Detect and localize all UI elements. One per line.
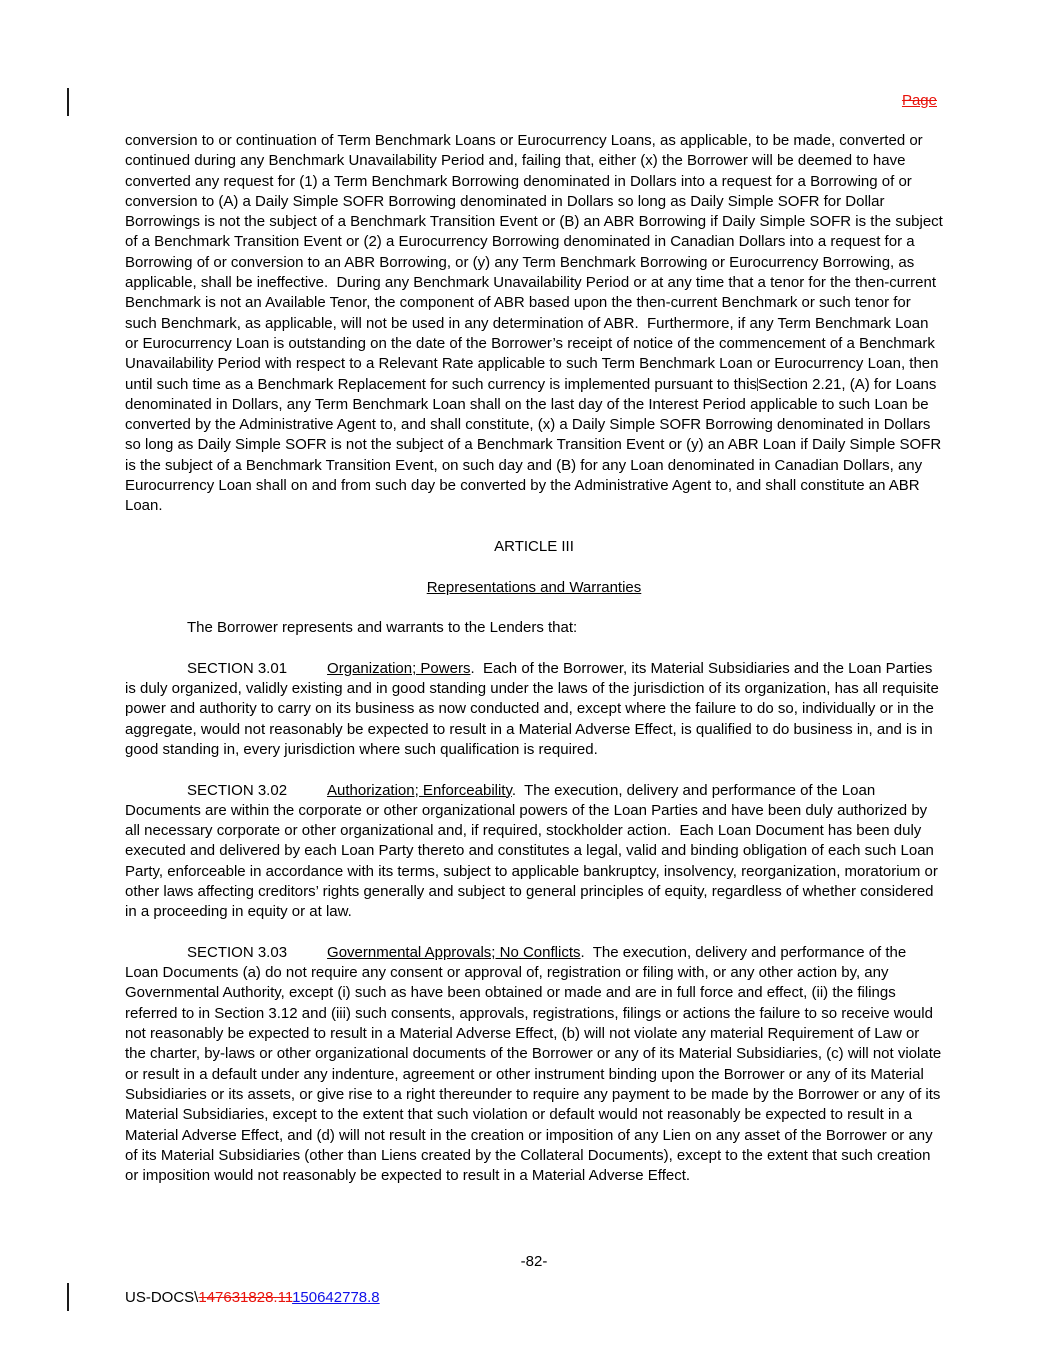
footer-doc-id (125, 1289, 380, 1306)
revision-change-bar-top (67, 88, 69, 116)
section-3-03-paragraph (125, 943, 946, 1187)
section-title: Authorization; Enforceability (327, 781, 512, 799)
section-3-01-paragraph (125, 659, 943, 760)
section-body-text: . The execution, delivery and performance of the Loan Documents are within the corporate or other organizational powers of the Loan Parties and have been duly authorized by all necessary corporate or other organizational and, if required, stockholder action. Each Loan Document has been duly executed and delivered by each Loan Party thereto and constitutes a legal, valid and binding obligation of each such Loan Party, enforceable in accordance with its terms, subject to applicable bankruptcy, insolvency, reorganization, moratorium or other laws affecting creditors’ rights generally and subject to general principles of equity, regardless of whether considered in a proceeding in equity or at law. (125, 781, 943, 921)
section-number: SECTION 3.01 (187, 659, 288, 677)
footer-deleted-doc-id: 147631828.11 (198, 1289, 293, 1306)
footer-prefix: US-DOCS\ (125, 1289, 199, 1306)
revision-change-bar-bottom (67, 1283, 69, 1311)
continuation-paragraph (125, 131, 948, 517)
paragraph-text-before-cursor: conversion to or continuation of Term Benchmark Loans or Eurocurrency Loans, as applicable, to be made, converted or continued during any Benchmark Unavailability Period and, failing that, either (x) the Borrower will be deemed to have converted any request for (1) a Term Benchmark Borrowing denominated in Dollars into a request for a Borrowing of or conversion to (A) a Daily Simple SOFR Borrowing denominated in Dollars so long as Daily Simple SOFR for Dollar Borrowings is not the subject of a Benchmark Transition Event or (B) an ABR Borrowing if Daily Simple SOFR is the subject of a Benchmark Transition Event or (2) a Eurocurrency Borrowing denominated in Canadian Dollars into a request for a Borrowing of or conversion to an ABR Borrowing, or (y) any Term Benchmark Borrowing or Eurocurrency Borrowing, as applicable, shall be ineffective. During any Benchmark Unavailability Period or at any time that a tenor for the then-current Benchmark is not an Available Tenor, the component of ABR based upon the then-current Benchmark or such tenor for such Benchmark, as applicable, will not be used in any determination of ABR. Furthermore, if any Term Benchmark Loan or Eurocurrency Loan is outstanding on the date of the Borrower’s receipt of notice of the commencement of a Benchmark Unavailability Period with respect to a Relevant Rate applicable to such Term Benchmark Loan or Eurocurrency Loan, then until such time as a Benchmark Replacement for such currency is implemented pursuant to this (125, 132, 948, 393)
section-3-02-paragraph (125, 781, 943, 923)
section-number: SECTION 3.02 (187, 781, 288, 799)
section-number: SECTION 3.03 (187, 943, 288, 961)
section-title: Organization; Powers (327, 659, 471, 677)
section-title: Governmental Approvals; No Conflicts (327, 943, 581, 961)
section-body-text: . Each of the Borrower, its Material Subsidiaries and the Loan Parties is duly organized, validly existing and in good standing under the laws of the jurisdiction of its organization, has all requisite power and authority to carry on its business as now conducted and, except where the failure to do so, individually or in the aggregate, would not reasonably be expected to result in a Material Adverse Effect, is qualified to do business in, and is in good standing in, every jurisdiction where such qualification is required. (125, 659, 943, 758)
paragraph-text-after-cursor: Section 2.21, (A) for Loans denominated in Dollars, any Term Benchmark Loan shall on the last day of the Interest Period applicable to such Loan be converted by the Administrative Agent to, and shall constitute, (x) a Daily Simple SOFR Borrowing denominated in Dollars so long as Daily Simple SOFR is not the subject of a Benchmark Transition Event or (y) an ABR Loan if Daily Simple SOFR is the subject of a Benchmark Transition Event, on such day and (B) for any Loan denominated in Canadian Dollars, any Eurocurrency Loan shall on and from such day be converted by the Administrative Agent to, and shall constitute an ABR Loan. (125, 375, 946, 515)
section-body-text: . The execution, delivery and performance of the Loan Documents (a) do not require any consent or approval of, registration or filing with, or any other action by, any Governmental Authority, except (i) such as have been obtained or made and are in full force and effect, (ii) the filings referred to in Section 3.12 and (iii) such consents, approvals, registrations, filings or actions the failure to so receive would not reasonably be expected to result in a Material Adverse Effect, (b) will not violate any material Requirement of Law or the charter, by-laws or other organizational documents of the Borrower or any of its Material Subsidiaries, (c) will not violate or result in a default under any indenture, agreement or other instrument binding upon the Borrower or any of its Material Subsidiaries or its assets, or give rise to a right thereunder to require any payment to be made by the Borrower or any of its Material Subsidiaries, except to the extent that such violation or default would not reasonably be expected to result in a Material Adverse Effect, and (d) will not result in the creation or imposition of any Lien on any asset of the Borrower or any of its Material Subsidiaries (other than Liens created by the Collateral Documents), except to the extent that such creation or imposition would not reasonably be expected to result in a Material Adverse Effect. (125, 943, 946, 1185)
intro-paragraph: The Borrower represents and warrants to the Lenders that: (187, 619, 578, 637)
article-subheading: Representations and Warranties (426, 578, 642, 596)
deleted-page-header-marker: Page (901, 92, 937, 109)
footer-inserted-doc-id: 150642778.8 (292, 1289, 380, 1306)
document-body (125, 131, 948, 1207)
article-heading: ARTICLE III (494, 537, 574, 555)
page-number: -82- (520, 1253, 548, 1270)
